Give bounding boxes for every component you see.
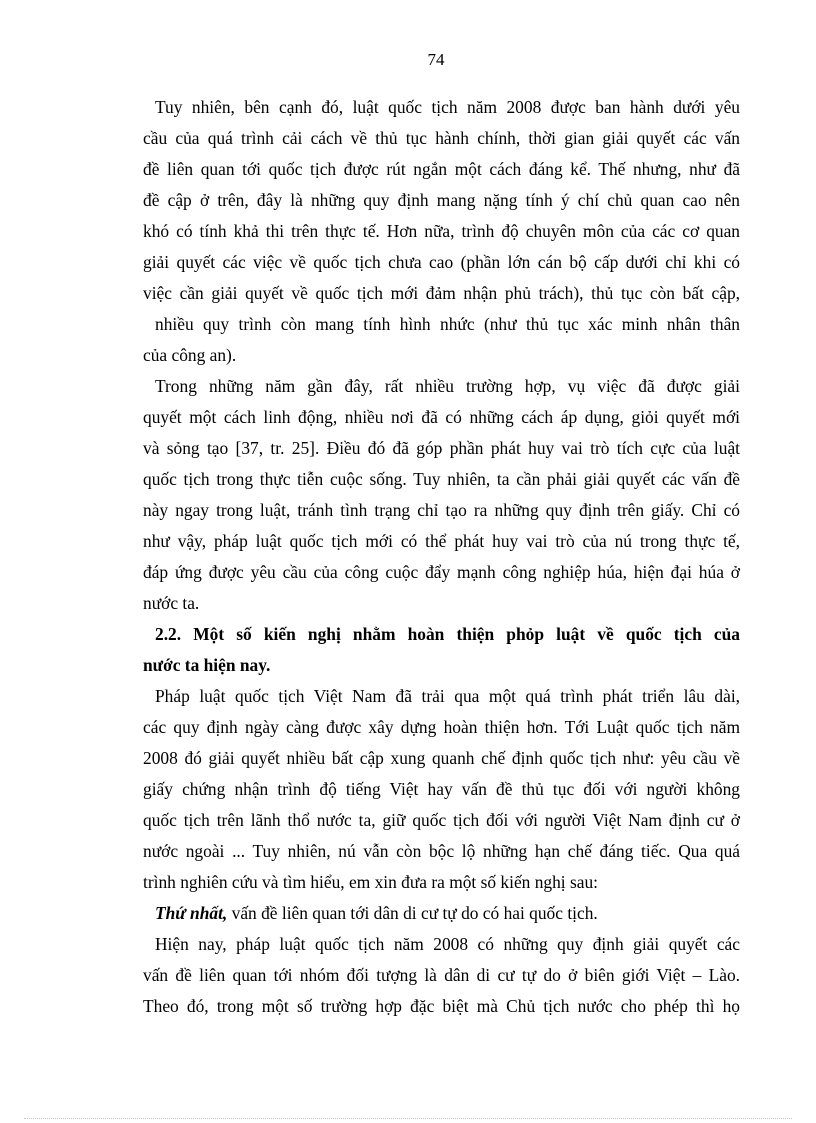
paragraph-line: quốc tịch trong thực tiễn cuộc sống. Tuy nhiên, ta cần phải giải quyết các vấn đề <box>143 469 740 489</box>
paragraph-line: Tuy nhiên, bên cạnh đó, luật quốc tịch năm 2008 được ban hành dưới yêu <box>155 97 740 117</box>
paragraph-line: đề cập ở trên, đây là những quy định mang nặng tính ý chí chủ quan cao nên <box>143 190 740 210</box>
paragraph-line: nước ngoài ... Tuy nhiên, nú vẫn còn bộc lộ những hạn chế đáng tiếc. Qua quá <box>143 841 740 861</box>
paragraph-line: trình nghiên cứu và tìm hiểu, em xin đưa ra một số kiến nghị sau: <box>143 872 598 892</box>
first-point-label: Thứ nhất, <box>155 903 228 923</box>
paragraph-line: như vậy, pháp luật quốc tịch mới có thể phát huy vai trò của nú trong thực tế, <box>143 531 740 551</box>
paragraph-line: giấy chứng nhận trình độ tiếng Việt hay vấn đề thủ tục đối với người không <box>143 779 740 799</box>
page-bottom-rule <box>24 1118 792 1119</box>
paragraph-line: vấn đề liên quan tới nhóm đối tượng là dân di cư tự do ở biên giới Việt – Lào. <box>143 965 740 985</box>
section-heading: 2.2. Một số kiến nghị nhằm hoàn thiện phỏp luật về quốc tịch của <box>155 624 740 644</box>
paragraph-line: việc cần giải quyết về quốc tịch mới đảm nhận phủ trách), thủ tục còn bất cập, <box>143 283 740 303</box>
page-number: 74 <box>427 50 445 69</box>
first-point-line <box>155 902 740 924</box>
paragraph-line: khó có tính khả thi trên thực tế. Hơn nữa, trình độ chuyên môn của các cơ quan <box>143 221 740 241</box>
paragraph-line: đề liên quan tới quốc tịch được rút ngắn một cách đáng kể. Thế nhưng, như đã <box>143 159 740 179</box>
paragraph-line: Trong những năm gần đây, rất nhiều trường hợp, vụ việc đã được giải <box>155 376 740 396</box>
paragraph-line: cầu của quá trình cải cách về thủ tục hành chính, thời gian giải quyết các vấn <box>143 128 740 148</box>
paragraph-line: này ngay trong luật, tránh tình trạng chỉ tạo ra những quy định trên giấy. Chỉ có <box>143 500 740 520</box>
paragraph-line: các quy định ngày càng được xây dựng hoàn thiện hơn. Tới Luật quốc tịch năm <box>143 717 740 737</box>
paragraph-line: và sỏng tạo [37, tr. 25]. Điều đó đã góp phần phát huy vai trò tích cực của luật <box>143 438 740 458</box>
first-point-text: vấn đề liên quan tới dân di cư tự do có hai quốc tịch. <box>231 903 598 923</box>
section-heading-continuation: nước ta hiện nay. <box>143 655 271 675</box>
paragraph-line: 2008 đó giải quyết nhiều bất cập xung quanh chế định quốc tịch như: yêu cầu về <box>143 748 740 768</box>
paragraph-line: Theo đó, trong một số trường hợp đặc biệt mà Chủ tịch nước cho phép thì họ <box>143 996 740 1016</box>
paragraph-line: đáp ứng được yêu cầu của công cuộc đẩy mạnh công nghiệp húa, hiện đại húa ở <box>143 562 740 582</box>
paragraph-line: Hiện nay, pháp luật quốc tịch năm 2008 có những quy định giải quyết các <box>155 934 740 954</box>
paragraph-line: nước ta. <box>143 593 200 613</box>
paragraph-line: giải quyết các việc về quốc tịch chưa cao (phần lớn cán bộ cấp dưới chỉ khi có <box>143 252 740 272</box>
paragraph-line: của công an). <box>143 345 237 365</box>
paragraph-line: quốc tịch trên lãnh thổ nước ta, giữ quốc tịch đối với người Việt Nam định cư ở <box>143 810 740 830</box>
paragraph-line: nhiều quy trình còn mang tính hình nhức (như thủ tục xác minh nhân thân <box>155 314 740 334</box>
paragraph-line: quyết một cách linh động, nhiều nơi đã có những cách áp dụng, giỏi quyết mới <box>143 407 740 427</box>
paragraph-line: Pháp luật quốc tịch Việt Nam đã trải qua một quá trình phát triển lâu dài, <box>155 686 740 706</box>
